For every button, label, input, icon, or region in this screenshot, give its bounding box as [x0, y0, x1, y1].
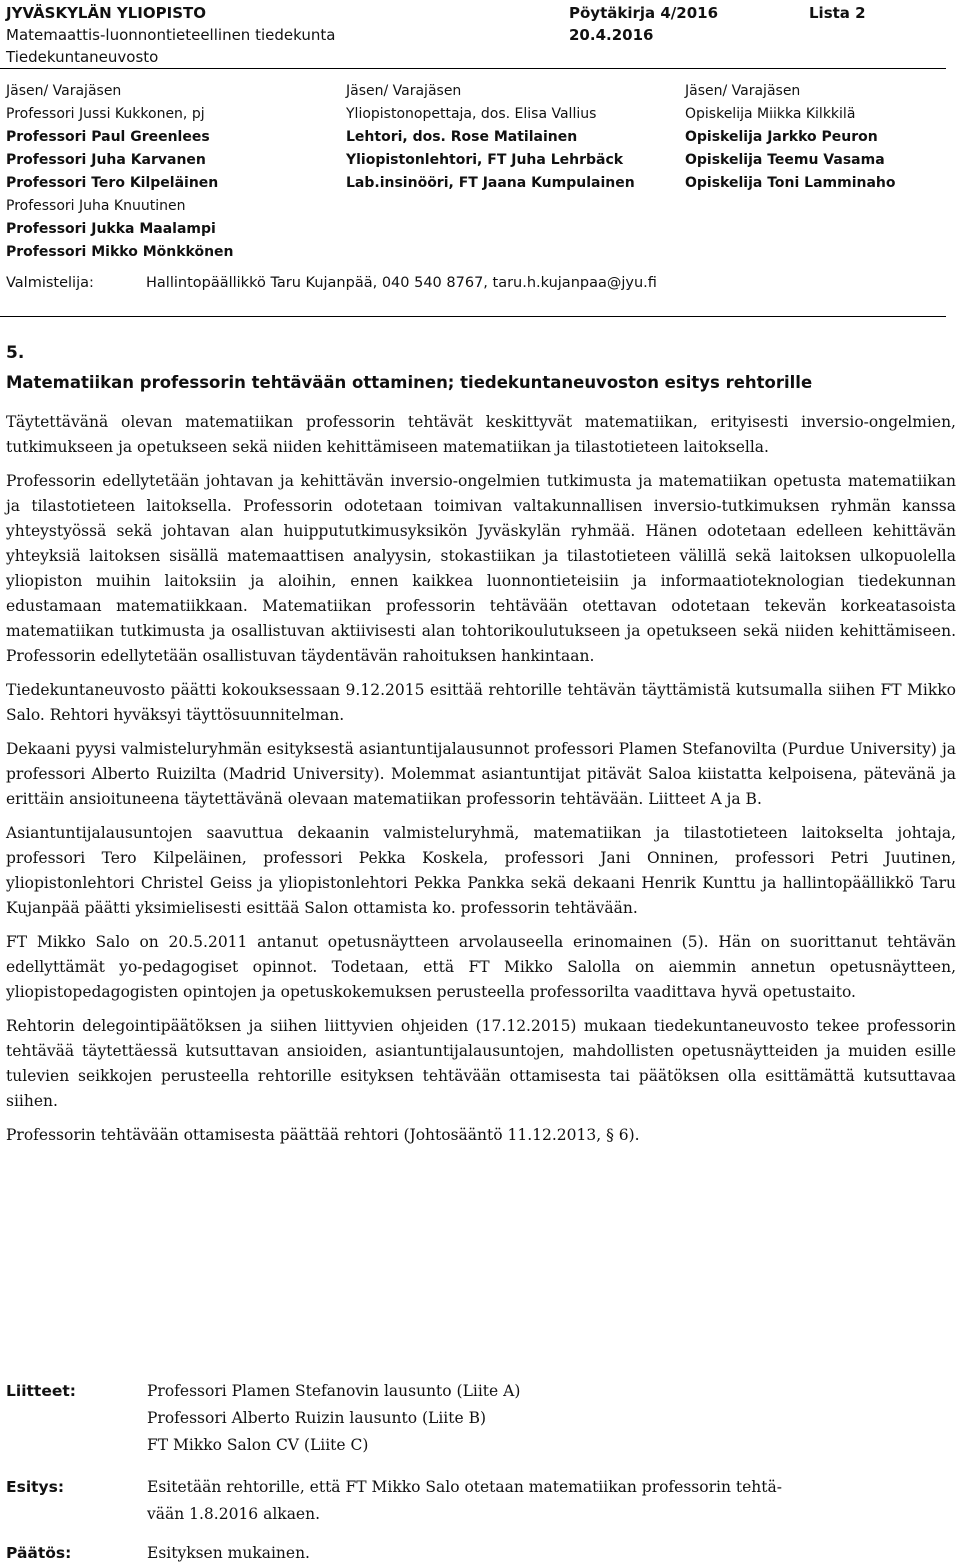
member-entry: Professori Jukka Maalampi [6, 221, 216, 237]
header-divider [0, 68, 946, 69]
attachments-label: Liitteet: [6, 1382, 76, 1400]
proposal-label: Esitys: [6, 1478, 65, 1496]
preparer-label: Valmistelija: [6, 275, 94, 291]
member-entry: Professori Paul Greenlees [6, 129, 210, 145]
member-entry: Yliopistonopettaja, dos. Elisa Vallius [346, 106, 597, 122]
member-entry: Opiskelija Miikka Kilkkilä [685, 106, 856, 122]
meeting-date: 20.4.2016 [569, 26, 654, 44]
member-entry: Lab.insinööri, FT Jaana Kumpulainen [346, 175, 635, 191]
member-entry: Opiskelija Jarkko Peuron [685, 129, 878, 145]
minutes-number: Pöytäkirja 4/2016 [569, 4, 719, 22]
item-number: 5. [6, 343, 25, 363]
member-heading: Jäsen/ Varajäsen [346, 83, 462, 99]
paragraph: Asiantuntijalausuntojen saavuttua dekaanin valmisteluryhmä, matematiikan ja tilastotieteen laitokselta johtaja, professori Tero Kilpeläinen, professori Pekka Koskela, professori Jani Onninen, professori Petri Juutinen, yliopistonlehtori Christel Geiss ja yliopistonlehtori Pekka Pankka sekä dekaani Henrik Kunttu ja hallintopäällikkö Taru Kujanpää päätti yksimielisesti esittää Salon ottamista ko. professorin tehtävään. [6, 824, 956, 917]
member-heading: Jäsen/ Varajäsen [6, 83, 122, 99]
attachment-item: Professori Alberto Ruizin lausunto (Liite B) [147, 1409, 487, 1427]
council-name: Tiedekuntaneuvosto [6, 48, 159, 66]
member-entry: Professori Juha Knuutinen [6, 198, 186, 214]
document-header [6, 2, 948, 68]
member-entry: Professori Jussi Kukkonen, pj [6, 106, 205, 122]
proposal-text-line: vään 1.8.2016 alkaen. [147, 1505, 321, 1523]
member-entry: Yliopistonlehtori, FT Juha Lehrbäck [346, 152, 624, 168]
attachment-item: FT Mikko Salon CV (Liite C) [147, 1436, 369, 1454]
proposal-text-line: Esitetään rehtorille, että FT Mikko Salo otetaan matematiikan professorin tehtä- [147, 1478, 782, 1496]
attachment-item: Professori Plamen Stefanovin lausunto (Liite A) [147, 1382, 521, 1400]
list-number: Lista 2 [809, 4, 866, 22]
member-heading: Jäsen/ Varajäsen [685, 83, 801, 99]
section-divider [0, 316, 946, 317]
member-entry: Professori Juha Karvanen [6, 152, 206, 168]
paragraph: Tiedekuntaneuvosto päätti kokouksessaan 9.12.2015 esittää rehtorille tehtävän täyttämistä kutsumalla siihen FT Mikko Salo. Rehtori hyväksyi täyttösuunnitelman. [6, 681, 956, 724]
member-entry: Professori Tero Kilpeläinen [6, 175, 219, 191]
members-column-students [685, 80, 896, 195]
decision-label: Päätös: [6, 1544, 72, 1562]
item-title: Matematiikan professorin tehtävään ottaminen; tiedekuntaneuvoston esitys rehtorille [6, 373, 813, 392]
members-column-staff [346, 80, 635, 195]
member-entry: Professori Mikko Mönkkönen [6, 244, 234, 260]
members-column-professors [6, 80, 234, 264]
paragraph: Dekaani pyysi valmisteluryhmän esityksestä asiantuntijalausunnot professori Plamen Stefanovilta (Purdue University) ja professori Alberto Ruizilta (Madrid University). Molemmat asiantuntijat pitävät Saloa kiistatta kelpoisena, pätevänä ja erittäin ansioituneena täytettävänä olevaan matematiikan professorin tehtävään. Liitteet A ja B. [6, 740, 956, 808]
paragraph: Rehtorin delegointipäätöksen ja siihen liittyvien ohjeiden (17.12.2015) mukaan tiedekuntaneuvosto tekee professorin tehtävää täytettäessä kutsuttavan ansioiden, asiantuntijalausuntojen, mahdollisten opetusnäytteiden ja muiden esille tulevien seikkojen perusteella rehtorille esityksen tehtävään ottamisesta tai päätöksen olla esittämättä kutsuttavaa siihen. [6, 1017, 956, 1110]
paragraph: FT Mikko Salo on 20.5.2011 antanut opetusnäytteen arvolauseella erinomainen (5). Hän on suorittanut tehtävän edellyttämät yo-pedagogiset opinnot. Todetaan, että FT Mikko Salolla on aiemmin annetun opetusnäytteen, yliopistopedagogisten opintojen ja opetuskokemuksen perusteella professorilta vaadittava hyvä opetustaito. [6, 933, 956, 1001]
paragraph: Professorin tehtävään ottamisesta päättää rehtori (Johtosääntö 11.12.2013, § 6). [6, 1126, 640, 1144]
decision-text: Esityksen mukainen. [147, 1544, 310, 1562]
member-entry: Opiskelija Toni Lamminaho [685, 175, 896, 191]
paragraph: Täytettävänä olevan matematiikan professorin tehtävät keskittyvät matematiikan, erityisesti inversio-ongelmien, tutkimukseen ja opetukseen sekä niiden kehittämiseen matematiikan ja tilastotieteen laitoksella. [6, 413, 956, 456]
preparer-contact: Hallintopäällikkö Taru Kujanpää, 040 540 8767, taru.h.kujanpaa@jyu.fi [146, 275, 657, 291]
member-entry: Opiskelija Teemu Vasama [685, 152, 885, 168]
university-name: JYVÄSKYLÄN YLIOPISTO [6, 4, 206, 22]
item-body [6, 410, 956, 1157]
member-entry: Lehtori, dos. Rose Matilainen [346, 129, 578, 145]
paragraph: Professorin edellytetään johtavan ja kehittävän inversio-ongelmien tutkimusta ja matematiikan opetusta matematiikan ja tilastotieteen laitoksella. Professorin odotetaan toimivan valtakunnallisen inversio-tutkimuksen ryhmän kanssa yhteystyössä sekä johtavan alan huippututkimusyksikön Jyväskylän ryhmää. Hänen odotetaan edelleen kehittävän yhteyksiä laitoksen sisällä matemaattisen analyysin, stokastiikan ja tilastotieteen välillä sekä laitoksen ulkopuolella yliopiston muihin laitoksiin ja aloihin, ennen kaikkea luonnontieteisiin ja informaatioteknologian tiedekunnan edustamaan matematiikkaan. Matematiikan professorin tehtävään otettavan odotetaan tekevän korkeatasoista matematiikan tutkimusta ja osallistuvan aktiivisesti alan tohtorikoulutukseen ja opetukseen sekä niiden kehittämiseen. Professorin edellytetään osallistuvan täydentävän rahoituksen hankintaan. [6, 472, 956, 665]
faculty-name: Matemaattis-luonnontieteellinen tiedekunta [6, 26, 336, 44]
